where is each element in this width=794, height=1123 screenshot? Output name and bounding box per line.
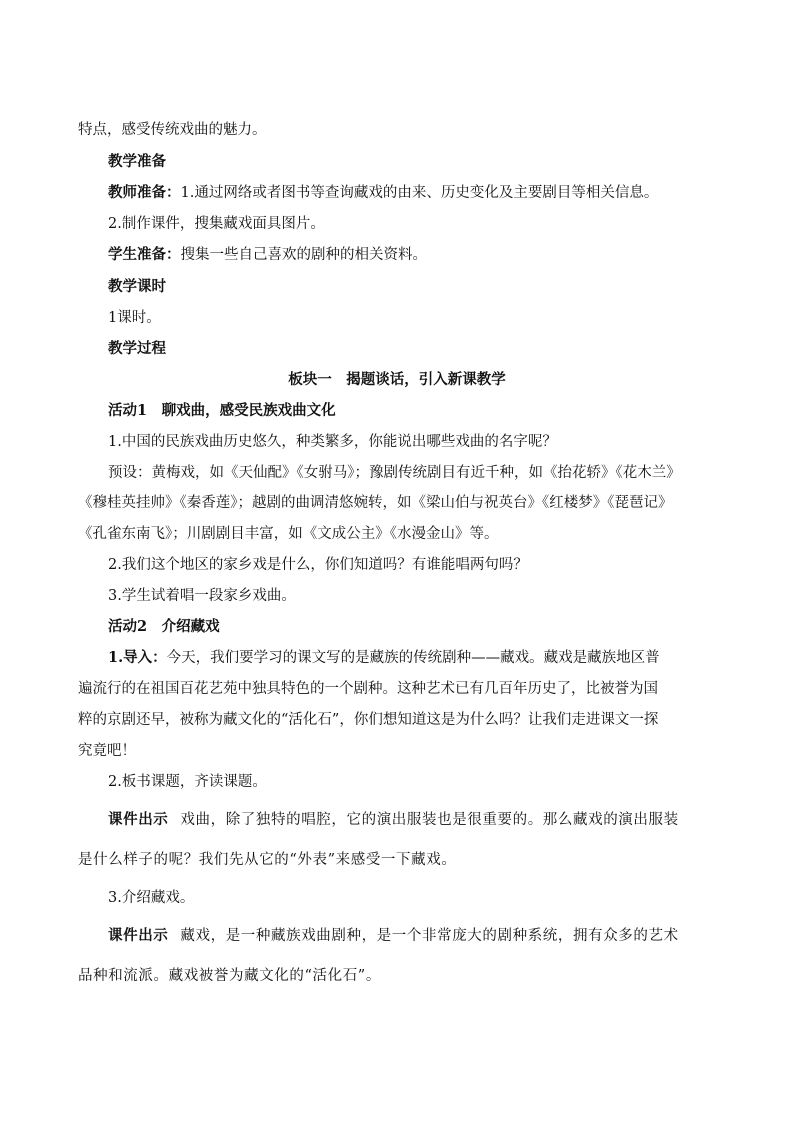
paragraph-line: 3.学生试着唱一段家乡戏曲。 bbox=[108, 588, 296, 604]
paragraph-line: 1.中国的民族戏曲历史悠久，种类繁多，你能说出哪些戏曲的名字呢？ bbox=[108, 434, 557, 450]
section-heading: 教学过程 bbox=[108, 340, 166, 357]
paragraph-line: 是什么样子的呢？我们先从它的“外表”来感受一下藏戏。 bbox=[78, 852, 457, 868]
paragraph-line: 特点，感受传统戏曲的魅力。 bbox=[78, 122, 267, 138]
paragraph-text: 藏戏，是一种藏族戏曲剧种，是一个非常庞大的剧种系统，拥有众多的艺术 bbox=[180, 928, 679, 944]
paragraph-line: 2.板书课题，齐读课题。 bbox=[108, 774, 267, 790]
activity-heading: 活动2 介绍藏戏 bbox=[108, 618, 220, 635]
paragraph-line: 1课时。 bbox=[108, 310, 161, 326]
paragraph-line: 2.我们这个地区的家乡戏是什么，你们知道吗？有谁能唱两句吗？ bbox=[108, 557, 528, 573]
label-teacher-prep: 教师准备： bbox=[108, 184, 181, 201]
paragraph-line bbox=[108, 648, 748, 668]
paragraph-line: 遍流行的在祖国百花艺苑中独具特色的一个剧种。这种艺术已有几百年历史了，比被誉为国 bbox=[78, 681, 658, 697]
paragraph-text: 搜集一些自己喜欢的剧种的相关资料。 bbox=[180, 247, 427, 263]
paragraph-line: 品种和流派。藏戏被誉为藏文化的“活化石”。 bbox=[78, 968, 381, 984]
label-intro: 1.导入： bbox=[108, 649, 167, 666]
paragraph-line: 预设：黄梅戏，如《天仙配》《女驸马》；豫剧传统剧目有近千种，如《抬花轿》《花木兰》 bbox=[108, 465, 681, 481]
paragraph-line: 《孔雀东南飞》；川剧剧目丰富，如《文成公主》《水漫金山》等。 bbox=[78, 526, 499, 542]
activity-heading: 活动1 聊戏曲，感受民族戏曲文化 bbox=[108, 402, 336, 419]
paragraph-text: 今天，我们要学习的课文写的是藏族的传统剧种——藏戏。藏戏是藏族地区普 bbox=[166, 650, 660, 666]
section-heading: 教学准备 bbox=[108, 153, 166, 170]
paragraph-line: 2.制作课件，搜集藏戏面具图片。 bbox=[108, 216, 325, 232]
paragraph-line bbox=[108, 810, 748, 830]
paragraph-line: 究竟吧！ bbox=[78, 743, 136, 759]
paragraph-line: 3.介绍藏戏。 bbox=[108, 890, 195, 906]
label-student-prep: 学生准备： bbox=[108, 246, 181, 263]
paragraph-text: 戏曲，除了独特的唱腔，它的演出服装也是很重要的。那么藏戏的演出服装 bbox=[180, 812, 679, 828]
paragraph-line: 《穆桂英挂帅》《秦香莲》；越剧的曲调清悠婉转，如《梁山伯与祝英台》《红楼梦》《琵琶记》 bbox=[78, 495, 673, 511]
section-heading: 教学课时 bbox=[108, 278, 166, 295]
label-courseware: 课件出示 bbox=[108, 927, 169, 944]
paragraph-line bbox=[108, 245, 748, 265]
paragraph-line bbox=[108, 183, 748, 203]
paragraph-line: 粹的京剧还早，被称为藏文化的“活化石”，你们想知道这是为什么吗？让我们走进课文一探 bbox=[78, 712, 659, 728]
block-title: 板块一 揭题谈话，引入新课教学 bbox=[288, 371, 506, 388]
label-courseware: 课件出示 bbox=[108, 811, 169, 828]
paragraph-text: 1.通过网络或者图书等查询藏戏的由来、历史变化及主要剧目等相关信息。 bbox=[180, 185, 659, 201]
paragraph-line bbox=[108, 926, 748, 946]
